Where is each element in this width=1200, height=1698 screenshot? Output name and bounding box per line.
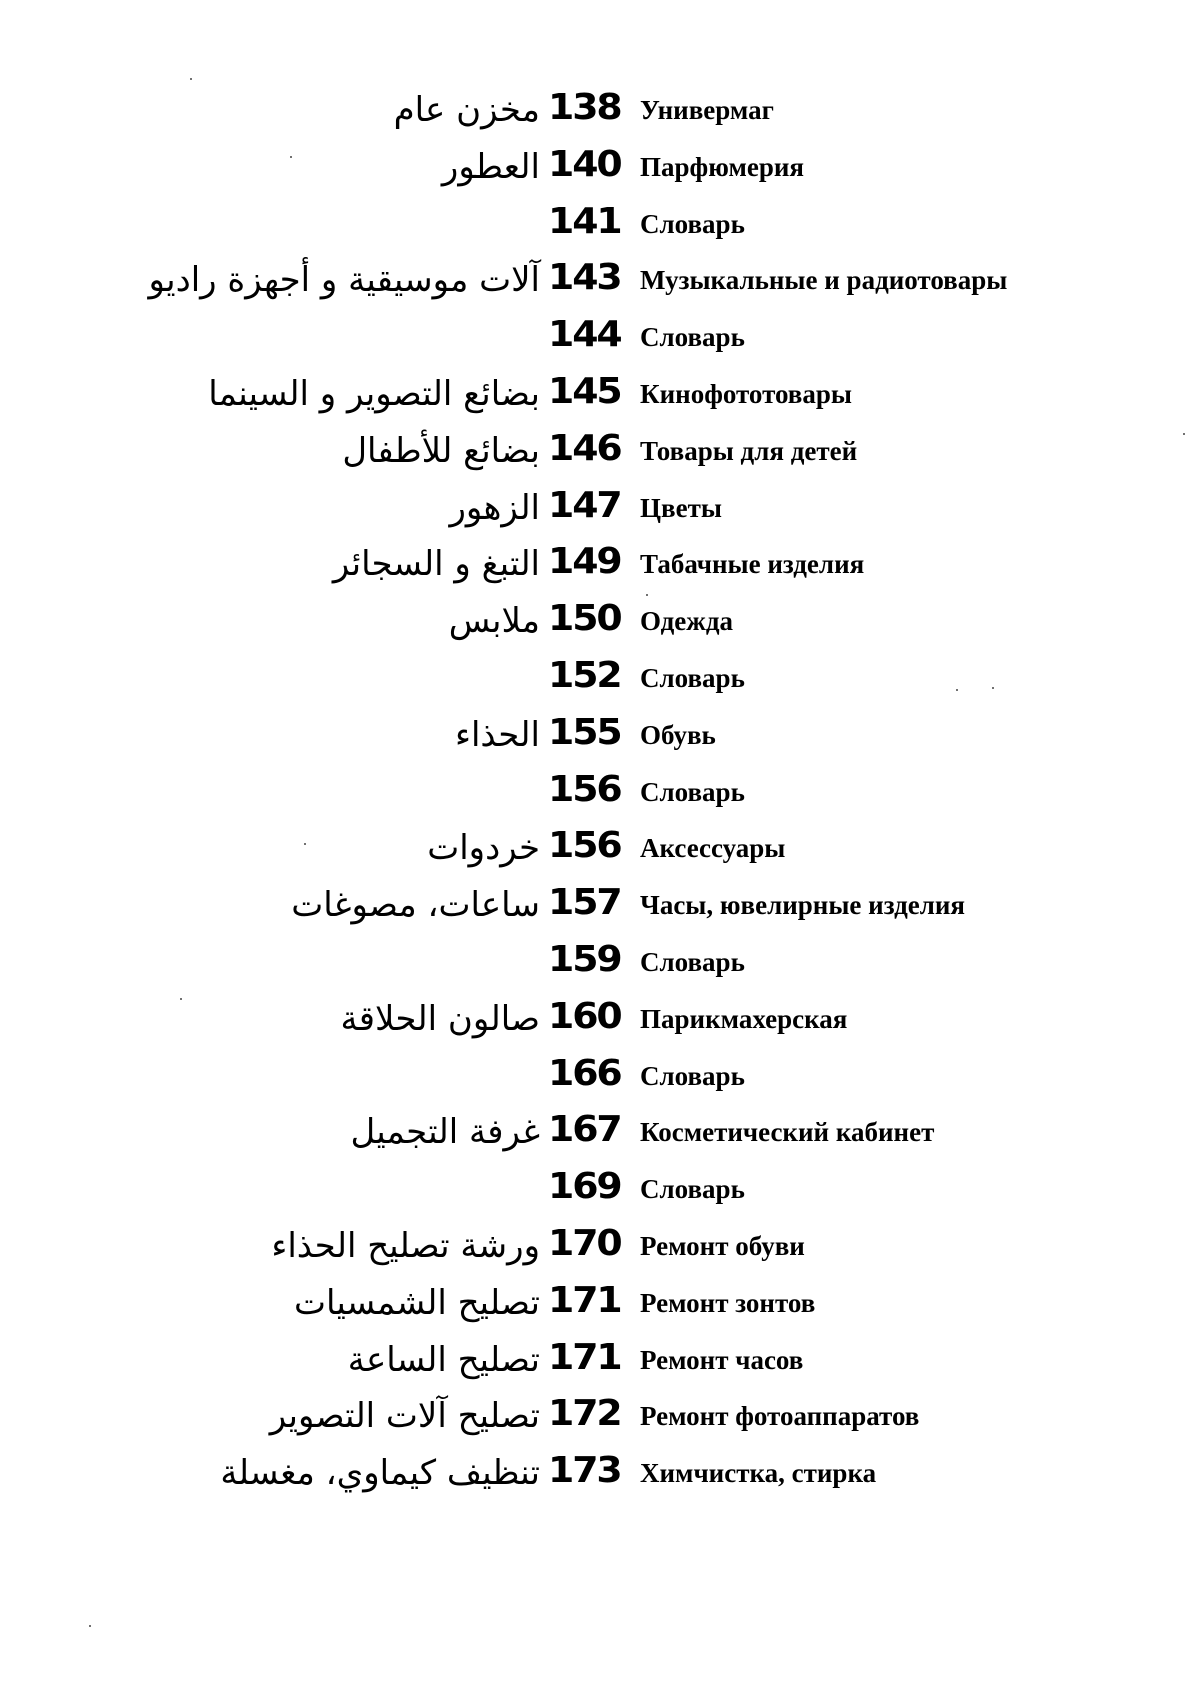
arabic-title: بضائع التصوير و السينما — [208, 373, 540, 414]
page-number: 156 — [548, 825, 621, 867]
arabic-title: الزهور — [449, 487, 540, 528]
page-number: 167 — [548, 1109, 621, 1151]
page-number: 157 — [548, 882, 621, 924]
russian-title: Часы, ювелирные изделия — [640, 890, 966, 921]
page-number: 138 — [548, 87, 621, 128]
toc-row — [0, 254, 1200, 311]
toc-row — [0, 1106, 1200, 1163]
russian-title: Химчистка, стирка — [640, 1458, 877, 1489]
scan-speck — [992, 687, 994, 689]
toc-row — [0, 1447, 1200, 1504]
toc-row — [0, 993, 1200, 1050]
toc-row — [0, 482, 1200, 539]
scan-speck — [956, 689, 958, 691]
russian-title: Парфюмерия — [640, 151, 805, 182]
russian-title: Цветы — [640, 492, 722, 523]
page-number: 160 — [548, 995, 621, 1037]
russian-title: Ремонт обуви — [640, 1230, 805, 1261]
toc-row — [0, 822, 1200, 879]
toc-row — [0, 1334, 1200, 1391]
arabic-title: بضائع للأطفال — [342, 430, 540, 471]
russian-title: Ремонт зонтов — [640, 1287, 816, 1318]
arabic-title: خردوات — [427, 828, 540, 869]
page-number: 173 — [548, 1450, 621, 1492]
russian-title: Словарь — [640, 1174, 745, 1205]
page-number: 150 — [548, 598, 621, 640]
page-number: 145 — [548, 370, 621, 412]
russian-title: Словарь — [640, 208, 745, 239]
page-number: 156 — [548, 768, 621, 810]
arabic-title: آلات موسيقية و أجهزة راديو — [148, 260, 540, 301]
toc-row — [0, 311, 1200, 368]
scan-speck — [89, 1625, 91, 1627]
arabic-title: ساعات، مصوغات — [291, 885, 540, 926]
page-number: 159 — [548, 938, 621, 980]
arabic-title: مخزن عام — [393, 90, 540, 130]
toc-row — [0, 141, 1200, 198]
russian-title: Товары для детей — [640, 435, 858, 466]
toc-row — [0, 652, 1200, 709]
page-number: 166 — [548, 1052, 621, 1094]
russian-title: Аксессуары — [640, 833, 786, 864]
russian-title: Парикмахерская — [640, 1003, 848, 1034]
page-number: 149 — [548, 541, 621, 583]
russian-title: Одежда — [640, 606, 734, 637]
page-number: 171 — [548, 1336, 621, 1378]
scan-speck — [1183, 433, 1185, 435]
russian-title: Косметический кабинет — [640, 1117, 935, 1148]
toc-row — [0, 766, 1200, 823]
page-number: 171 — [548, 1279, 621, 1321]
toc-row — [0, 198, 1200, 255]
page-number: 169 — [548, 1166, 621, 1208]
toc-row — [0, 1390, 1200, 1447]
table-of-contents — [0, 84, 1200, 1504]
russian-title: Обувь — [640, 719, 716, 750]
page-number: 147 — [548, 484, 621, 526]
toc-row — [0, 84, 1200, 141]
toc-row — [0, 936, 1200, 993]
toc-row — [0, 538, 1200, 595]
arabic-title: ورشة تصليح الحذاء — [271, 1225, 540, 1266]
page-number: 143 — [548, 257, 621, 299]
page-number: 141 — [548, 200, 621, 242]
scan-speck — [180, 998, 182, 1000]
russian-title: Музыкальные и радиотовары — [640, 265, 1008, 296]
toc-row — [0, 879, 1200, 936]
page-number: 170 — [548, 1222, 621, 1264]
toc-row — [0, 1220, 1200, 1277]
toc-row — [0, 368, 1200, 425]
toc-row — [0, 1163, 1200, 1220]
scan-speck — [646, 594, 648, 596]
arabic-title: غرفة التجميل — [350, 1112, 540, 1153]
toc-row — [0, 709, 1200, 766]
toc-row — [0, 595, 1200, 652]
arabic-title: التبغ و السجائر — [332, 544, 540, 585]
page-number: 144 — [548, 314, 621, 356]
russian-title: Универмаг — [640, 95, 774, 125]
arabic-title: ملابس — [448, 601, 540, 642]
arabic-title: صالون الحلاقة — [340, 998, 540, 1039]
arabic-title: تصليح آلات التصوير — [269, 1396, 540, 1437]
russian-title: Словарь — [640, 662, 745, 693]
russian-title: Словарь — [640, 776, 745, 807]
russian-title: Словарь — [640, 946, 745, 977]
russian-title: Словарь — [640, 322, 745, 353]
page-number: 140 — [548, 143, 621, 185]
page-number: 146 — [548, 427, 621, 469]
scan-speck — [304, 843, 306, 845]
toc-row — [0, 1050, 1200, 1107]
russian-title: Словарь — [640, 1060, 745, 1091]
russian-title: Ремонт фотоаппаратов — [640, 1401, 920, 1432]
scan-speck — [290, 156, 292, 158]
arabic-title: تنظيف كيماوي، مغسلة — [220, 1453, 540, 1494]
page-number: 172 — [548, 1393, 621, 1435]
toc-row — [0, 1277, 1200, 1334]
page-number: 152 — [548, 654, 621, 696]
russian-title: Ремонт часов — [640, 1344, 804, 1375]
scan-speck — [190, 78, 192, 80]
arabic-title: العطور — [441, 146, 540, 187]
arabic-title: تصليح الشمسيات — [294, 1282, 540, 1323]
page-number: 155 — [548, 711, 621, 753]
arabic-title: تصليح الساعة — [347, 1339, 540, 1380]
arabic-title: الحذاء — [454, 714, 540, 755]
russian-title: Кинофототовары — [640, 378, 852, 409]
russian-title: Табачные изделия — [640, 549, 865, 580]
toc-row — [0, 425, 1200, 482]
